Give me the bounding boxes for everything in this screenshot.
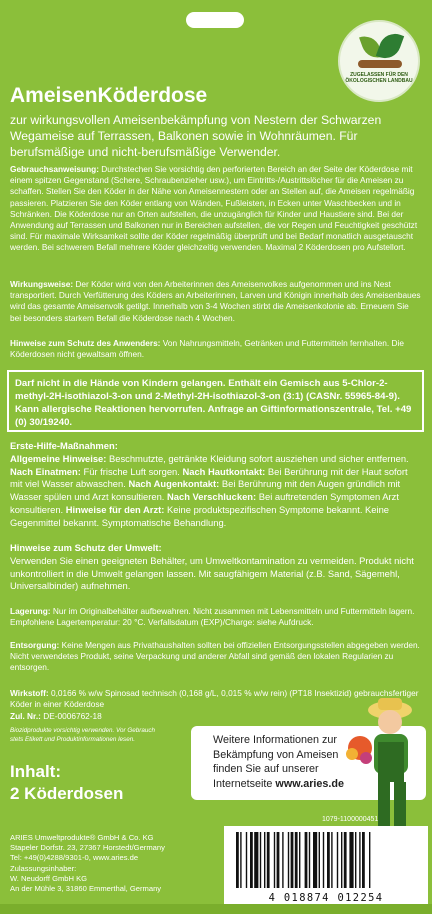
disposal-text: Keine Mengen aus Privathaushalten sollten bei offiziellen Entsorgungsstellen abgegeben werden. Nicht verwendetes Produkt, seine Verpackung und anderer Abfall sind gemäß den lokalen Regularien zu entsorgen. bbox=[10, 640, 420, 673]
first-aid-skin-text: Bei Berührung mit der Haut sofort mit viel Wasser abwaschen. bbox=[10, 465, 408, 490]
effect-text: Der Köder wird von den Arbeiterinnen des Ameisenvolkes aufgenommen und ins Nest transportiert. Durch Verfütterung des Köders an Arbeiterinnen, Larven und Königin innerhalb des Ameisenbaues wird das gesamte Ameisenvolk getilgt. Innerhalb von 3-4 Wochen stirbt die Ameisenkolonie ab. Erneuern Sie bei besonders starkem Befall die Köderdose nach 4 Wochen. bbox=[10, 279, 421, 323]
first-aid-general-text: Beschmutzte, getränkte Kleidung sofort ausziehen und sicher entfernen. bbox=[109, 452, 409, 464]
storage-section bbox=[10, 606, 422, 628]
active-ingredient-text: 0,0166 % w/w Spinosad technisch (0,168 g/L, 0,015 % w/w rein) (PT18 Insektizid) gebrauchsfertiger Köder in einer Köderdose bbox=[10, 688, 419, 710]
usage-text: Durchstechen Sie vorsichtig den perforierten Bereich an der Seite der Köderdose mit einem spitzen Gegenstand (Schere, Schraubenzieher usw.), um Eintritts-/Austrittslöcher für die Ameisen zu schaffen. Stellen Sie den Köder in der Nähe von Ameisennestern oder an Stellen auf, die Ameisen regelmäßig passieren. Platzieren Sie den Köder entlang von Wänden, Fußleisten, in Ecken unter Waschbecken und in Schränken. Die Köderdose nur an Orten aufstellen, die unzugänglich für Kinder und Haustiere sind. Bei der Anwendung auf Terrassen und Balkonen nur in Bereichen aufstellen, die vor Regen und Feuchtigkeit geschützt sind. Für maximale Wirksamkeit sollte der Köder regelmäßig überprüft und bei Bedarf monatlich ausgetauscht werden. Bei schwerem Befall mehrere Köder gleichzeitig verwenden. Maximal 2 Köderdosen pro Aufstellort. bbox=[10, 164, 418, 253]
approval-number bbox=[10, 711, 190, 722]
disposal-section bbox=[10, 640, 422, 674]
usage-section bbox=[10, 164, 422, 254]
first-aid-section bbox=[10, 440, 422, 530]
badge-text: ZUGELASSEN FÜR DEN ÖKOLOGISCHEN LANDBAU bbox=[345, 72, 413, 84]
manufacturer-address bbox=[10, 833, 220, 894]
product-title: AmeisenKöderdose bbox=[10, 84, 208, 107]
approval-value: DE-0006762-18 bbox=[43, 711, 102, 721]
first-aid-doctor-text: Keine produktspezifischen Symptome bekannt. Keine Gegenmittel bekannt. Symptomatische Behandlung. bbox=[10, 503, 390, 528]
environment-text: Verwenden Sie einen geeigneten Behälter, um Umweltkontamination zu vermeiden. Produkt nicht unkontrolliert in die Umwelt gelangen lassen. Mit saugfähigem Material (z.B. Sand, Sägemehl, Universalbinder) aufnehmen. bbox=[10, 554, 414, 592]
usage-heading: Gebrauchsanweisung: bbox=[10, 164, 99, 174]
user-protection-section bbox=[10, 338, 422, 360]
first-aid-eye-text: Bei Berührung mit den Augen gründlich mit Wasser spülen und Arzt konsultieren. bbox=[10, 478, 401, 503]
contents-value: 2 Köderdosen bbox=[10, 784, 124, 803]
barcode-bars-icon bbox=[224, 826, 428, 890]
first-aid-eye-label: Nach Augenkontakt: bbox=[128, 478, 220, 490]
info-description: Weitere Informationen zur Bekämpfung von Ameisen finden Sie auf unserer Internetseite bbox=[213, 734, 339, 790]
manufacturer-line2: Stapeler Dorfstr. 23, 27367 Horstedt/Germany bbox=[10, 843, 165, 853]
manufacturer-line3: Tel: +49(0)4288/9301-0, www.aries.de bbox=[10, 853, 139, 863]
effect-section bbox=[10, 279, 422, 324]
article-code: 1079-1100000451 bbox=[322, 816, 379, 823]
contents-label: Inhalt: bbox=[10, 762, 61, 781]
user-protection-text: Von Nahrungsmitteln, Getränken und Futtermitteln fernhalten. Die Köderdosen nicht gewaltsam öffnen. bbox=[10, 338, 404, 360]
soil-icon bbox=[358, 60, 402, 68]
holder-label: Zulassungsinhaber: bbox=[10, 863, 77, 873]
storage-text: Nur im Originalbehälter aufbewahren. Nicht zusammen mit Lebensmitteln und Futtermitteln lagern. Empfohlene Lagertemperatur: 20 °C. bbox=[10, 606, 415, 628]
leaf-icon bbox=[376, 29, 404, 62]
organic-farming-badge bbox=[338, 20, 420, 102]
bottom-strip bbox=[0, 904, 432, 914]
barcode-digits: 4 018874 012254 bbox=[268, 892, 384, 904]
first-aid-skin-label: Nach Hautkontakt: bbox=[182, 465, 266, 477]
first-aid-doctor-label: Hinweise für den Arzt: bbox=[65, 503, 165, 515]
first-aid-swallow-text: Bei auftretenden Symptomen Arzt konsultieren. bbox=[10, 491, 399, 515]
effect-heading: Wirkungsweise: bbox=[10, 279, 74, 289]
storage-heading: Lagerung: bbox=[10, 606, 51, 616]
biocide-note: Biozidprodukte vorsichtig verwenden. Vor Gebrauch stets Etikett und Produktinformationen lesen. bbox=[10, 727, 156, 743]
first-aid-swallow-label: Nach Verschlucken: bbox=[167, 491, 257, 503]
approval-heading: Zul. Nr.: bbox=[10, 711, 41, 721]
product-intro: zur wirkungsvollen Ameisenbekämpfung von Nestern der Schwarzen Wegameise auf Terrassen, Balkonen sowie in Wohnräumen. Für berufsmäßige und nicht-berufsmäßige Verwender. bbox=[10, 113, 382, 159]
expiry-text: Verfallsdatum (EXP)/Charge: siehe Aufdruck. bbox=[148, 617, 314, 628]
warning-box bbox=[7, 370, 424, 432]
first-aid-inhale-text: Für frische Luft sorgen. bbox=[83, 465, 180, 477]
hanger-hole bbox=[186, 12, 244, 28]
holder-address: An der Mühle 3, 31860 Emmerthal, Germany bbox=[10, 884, 162, 894]
user-protection-heading: Hinweise zum Schutz des Anwenders: bbox=[10, 338, 161, 348]
first-aid-inhale-label: Nach Einatmen: bbox=[10, 465, 81, 477]
manufacturer-line1: ARIES Umweltprodukte® GmbH & Co. KG bbox=[10, 833, 154, 842]
first-aid-heading: Erste-Hilfe-Maßnahmen: bbox=[10, 440, 118, 451]
environment-section bbox=[10, 542, 422, 593]
website-link[interactable]: www.aries.de bbox=[275, 777, 345, 790]
holder-name: W. Neudorff GmbH KG bbox=[10, 873, 88, 883]
barcode bbox=[224, 826, 428, 908]
active-ingredient-heading: Wirkstoff: bbox=[10, 688, 49, 698]
disposal-heading: Entsorgung: bbox=[10, 640, 60, 650]
first-aid-general-label: Allgemeine Hinweise: bbox=[10, 452, 107, 464]
environment-heading: Hinweise zum Schutz der Umwelt: bbox=[10, 542, 162, 553]
warning-text: Darf nicht in die Hände von Kindern gelangen. Enthält ein Gemisch aus 5-Chlor-2-methyl-2H-isothiazol-3-on und 2-Methyl-2H-isothiazol-3-on (3:1) (CASNr. 55965-84-9). Kann allergische Reaktionen hervorrufen. Anfrage an Giftinformationszentrale, Tel. +49 (0) 30/19240. bbox=[15, 378, 412, 428]
